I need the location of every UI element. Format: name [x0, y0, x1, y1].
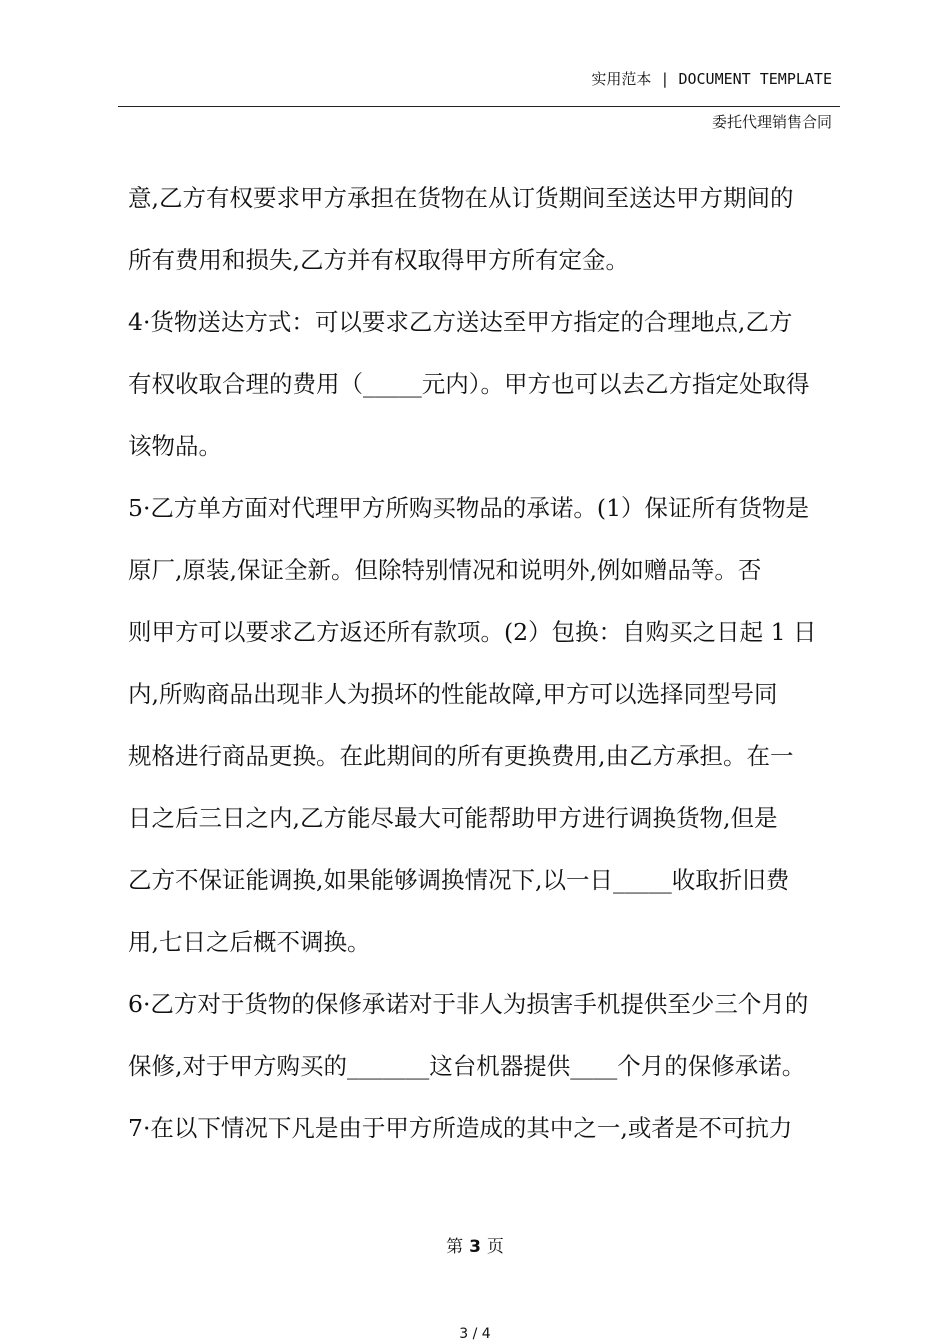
text-line: 该物品。 [128, 432, 222, 460]
page-number-prefix: 第 [446, 1237, 464, 1257]
text-line: 保修,对于甲方购买的_______这台机器提供____个月的保修承诺。 [128, 1052, 806, 1080]
page-number-value: 3 [469, 1237, 481, 1257]
text-line: 规格进行商品更换。在此期间的所有更换费用,由乙方承担。在一 [128, 742, 794, 770]
text-line: 5·乙方单方面对代理甲方所购买物品的承诺。(1）保证所有货物是 [128, 494, 810, 522]
header-label-en: | DOCUMENT TEMPLATE [651, 70, 832, 88]
header-divider [118, 106, 840, 107]
text-line: 所有费用和损失,乙方并有权取得甲方所有定金。 [128, 246, 629, 274]
text-line: 原厂,原装,保证全新。但除特别情况和说明外,例如赠品等。否 [128, 556, 762, 584]
body-text [128, 176, 840, 1168]
text-line: 乙方不保证能调换,如果能够调换情况下,以一日_____收取折旧费 [128, 866, 790, 894]
header-label [591, 68, 832, 89]
page-number-suffix: 页 [486, 1237, 504, 1257]
text-line: 4·货物送达方式：可以要求乙方送达至甲方指定的合理地点,乙方 [128, 308, 793, 336]
header-label-cn: 实用范本 [591, 70, 652, 88]
text-line: 则甲方可以要求乙方返还所有款项。(2）包换：自购买之日起 1 日 [128, 618, 817, 646]
text-line: 有权收取合理的费用（_____元内）。甲方也可以去乙方指定处取得 [128, 370, 810, 398]
page-indicator: 3 / 4 [459, 1326, 491, 1342]
text-line: 日之后三日之内,乙方能尽最大可能帮助甲方进行调换货物,但是 [128, 804, 778, 832]
document-title: 委托代理销售合同 [711, 113, 832, 131]
page-number [0, 1232, 950, 1257]
text-line: 用,七日之后概不调换。 [128, 928, 371, 956]
text-line: 7·在以下情况下凡是由于甲方所造成的其中之一,或者是不可抗力 [128, 1114, 793, 1142]
text-line: 意,乙方有权要求甲方承担在货物在从订货期间至送达甲方期间的 [128, 184, 794, 212]
text-line: 6·乙方对于货物的保修承诺对于非人为损害手机提供至少三个月的 [128, 990, 809, 1018]
text-line: 内,所购商品出现非人为损坏的性能故障,甲方可以选择同型号同 [128, 680, 778, 708]
